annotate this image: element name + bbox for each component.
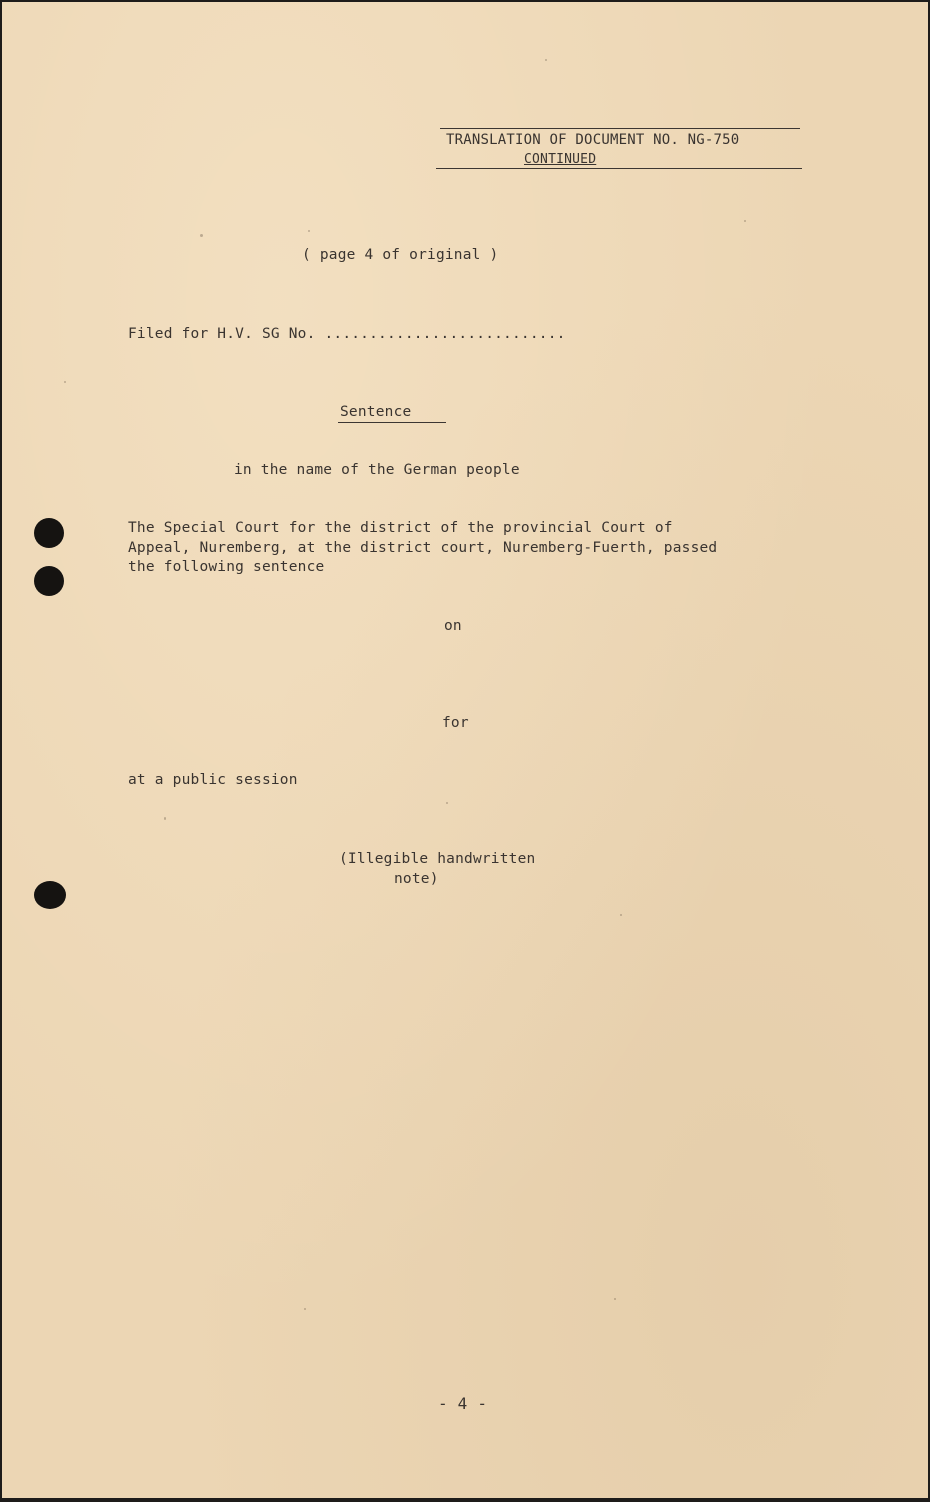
paper-speck [614, 1298, 616, 1300]
paragraph-line-3: the following sentence [128, 559, 325, 575]
paragraph-line-1: The Special Court for the district of the provincial Court of [128, 520, 673, 536]
header-continued: CONTINUED [524, 152, 597, 167]
paper-speck [200, 234, 203, 237]
handwritten-note-line-1: (Illegible handwritten [339, 851, 536, 867]
punch-hole-bottom [34, 881, 66, 909]
paper-speck [304, 1308, 306, 1310]
header-title: TRANSLATION OF DOCUMENT NO. NG-750 [446, 132, 740, 148]
paper-speck [164, 817, 166, 820]
for-label: for [442, 715, 469, 731]
on-label: on [444, 618, 462, 634]
paper-speck [620, 914, 622, 916]
header-top-rule [440, 128, 800, 129]
handwritten-note-line-2: note) [394, 871, 439, 887]
punch-hole-top [34, 518, 64, 548]
paragraph-line-2: Appeal, Nuremberg, at the district court, Nuremberg-Fuerth, passed [128, 540, 718, 556]
paper-speck [545, 59, 547, 61]
header-bottom-rule [436, 168, 802, 169]
filed-for-line: Filed for H.V. SG No. ........................... [128, 326, 566, 342]
paper-speck [308, 230, 310, 232]
paper-speck [744, 220, 746, 222]
punch-hole-middle [34, 566, 64, 596]
sentence-heading: Sentence [340, 404, 412, 420]
page-number: - 4 - [438, 1394, 488, 1413]
subheading: in the name of the German people [234, 462, 520, 478]
paper-speck [64, 381, 66, 383]
document-page [2, 2, 928, 1498]
page-of-original: ( page 4 of original ) [302, 247, 499, 263]
paper-speck [446, 802, 448, 804]
sentence-underline [338, 422, 446, 423]
public-session-line: at a public session [128, 772, 298, 788]
